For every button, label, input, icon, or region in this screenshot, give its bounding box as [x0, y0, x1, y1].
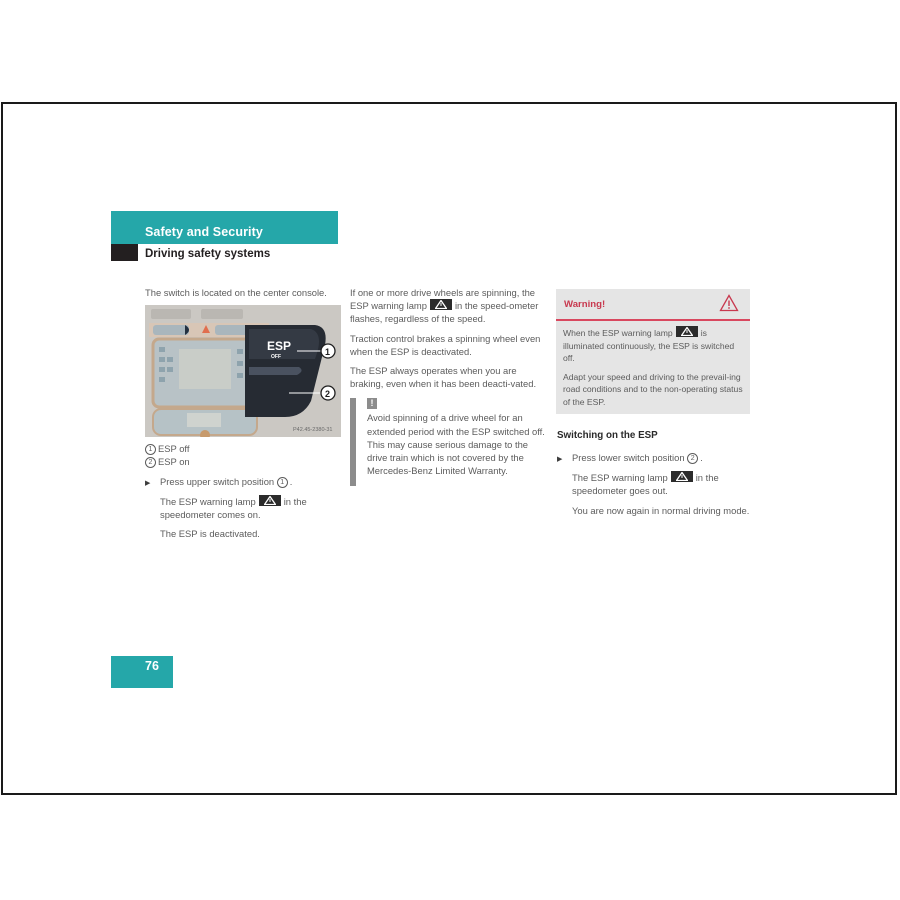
legend-item-esp-on: 2 ESP on: [145, 455, 341, 468]
chapter-title: Safety and Security: [145, 225, 263, 239]
svg-text:P42.45-2380-31: P42.45-2380-31: [293, 427, 333, 434]
result-normal-mode: You are now again in normal driving mode.: [572, 504, 750, 516]
svg-text:ESP: ESP: [267, 339, 292, 354]
svg-text:OFF: OFF: [271, 354, 281, 361]
callout-2-icon: 2: [687, 453, 698, 464]
esp-warning-lamp-icon: [259, 495, 281, 506]
notice-exclamation-icon: !: [367, 398, 377, 409]
column-3: [557, 445, 751, 523]
svg-text:1: 1: [325, 347, 331, 358]
esp-braking-text: The ESP always operates when you are braking, even when it has been deacti-vated.: [350, 365, 537, 390]
esp-switch-figure: [145, 305, 341, 437]
esp-warning-lamp-icon: [671, 471, 693, 482]
callout-1-icon: 1: [145, 444, 156, 455]
section-title: Driving safety systems: [145, 248, 271, 260]
warning-body: [556, 321, 750, 408]
notice-text: Avoid spinning of a drive wheel for an extended period with the ESP switched off. This may cause serious damage to the drive train which is not covered by the Mercedes-Benz Limited Warranty.: [367, 412, 545, 477]
column-2: [350, 286, 546, 477]
warning-box: [556, 289, 750, 414]
callout-1-icon: 1: [277, 477, 288, 488]
bullet-arrow-icon: ▶: [557, 456, 563, 463]
page-number: 76: [145, 659, 159, 673]
esp-warning-lamp-icon: [430, 299, 452, 310]
intro-text: The switch is located on the center console.: [145, 287, 327, 298]
step-press-upper: ▶ Press upper switch position 1 .: [145, 475, 341, 490]
step-press-lower: ▶ Press lower switch position 2 .: [557, 451, 751, 466]
warning-triangle-icon: [719, 294, 739, 317]
page-number-box: [111, 656, 173, 688]
warning-text-1: When the ESP warning lamp is illuminated continuously, the ESP is switched off.: [563, 328, 735, 363]
traction-control-text: Traction control brakes a spinning wheel even when the ESP is deactivated.: [350, 332, 541, 357]
bullet-arrow-icon: ▶: [145, 479, 151, 487]
spinning-wheels-text: If one or more drive wheels are spinning, the ESP warning lamp in the speed-ometer flashes, regardless of the speed.: [350, 287, 539, 325]
result-lamp-off: The ESP warning lamp in the speedometer goes out.: [572, 472, 719, 497]
result-deactivated: The ESP is deactivated.: [160, 528, 260, 540]
warning-title: Warning!: [564, 299, 606, 310]
notice-block: [350, 398, 546, 477]
svg-text:2: 2: [325, 389, 331, 400]
esp-warning-lamp-icon: [676, 326, 698, 337]
center-console-illustration: [145, 305, 341, 437]
notice-bar: [350, 398, 356, 486]
callout-2-icon: 2: [145, 457, 156, 468]
warning-text-2: Adapt your speed and driving to the prevail-ing road conditions and to the non-operating status of the ESP.: [563, 371, 743, 407]
column-1: [145, 286, 341, 546]
legend-item-esp-off: 1 ESP off: [145, 442, 341, 455]
warning-header: [556, 289, 750, 321]
section-marker: [111, 244, 138, 261]
switching-on-heading: Switching on the ESP: [557, 430, 658, 441]
result-lamp-on: The ESP warning lamp in the speedometer comes on.: [160, 495, 307, 521]
